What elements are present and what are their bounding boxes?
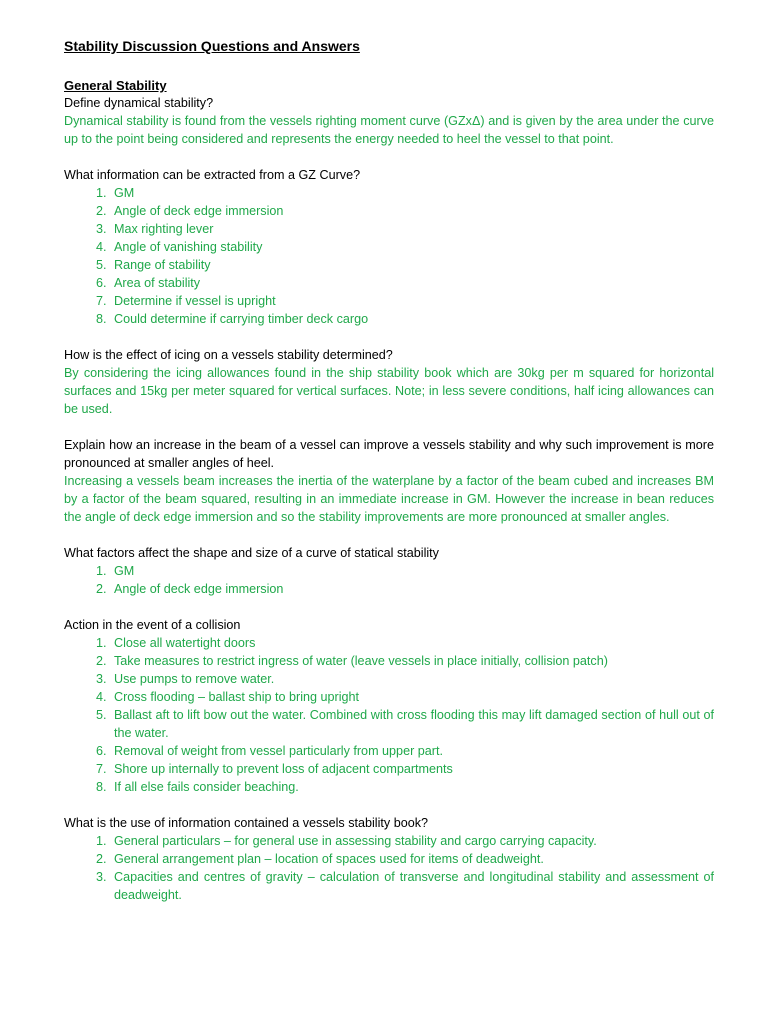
list-item: 2. General arrangement plan – location of spaces used for items of deadweight. (110, 850, 714, 868)
question-text: What factors affect the shape and size of a curve of statical stability (64, 546, 439, 560)
question-text: How is the effect of icing on a vessels stability determined? (64, 348, 393, 362)
list-item: 3. Use pumps to remove water. (110, 670, 714, 688)
question-text: What information can be extracted from a GZ Curve? (64, 168, 361, 182)
list-item: 1. GM (110, 184, 714, 202)
question-text: What is the use of information contained a vessels stability book? (64, 816, 429, 830)
qa-block-1 (64, 94, 714, 148)
list-item: 4. Angle of vanishing stability (110, 238, 714, 256)
list-item: 1. GM (110, 562, 714, 580)
answer-text: By considering the icing allowances found in the ship stability book which are 30kg per m squared for horizontal surfaces and 15kg per meter squared for vertical surfaces. Note; in less severe conditions, half icing allowances can be used. (64, 366, 714, 416)
question-text: Define dynamical stability? (64, 96, 214, 110)
answer-list (64, 562, 714, 598)
list-item: 7. Shore up internally to prevent loss of adjacent compartments (110, 760, 714, 778)
section-heading: General Stability (64, 78, 167, 93)
document-title: Stability Discussion Questions and Answers (64, 38, 360, 54)
list-item: 7. Determine if vessel is upright (110, 292, 714, 310)
list-item: 8. Could determine if carrying timber deck cargo (110, 310, 714, 328)
list-item: 2. Angle of deck edge immersion (110, 580, 714, 598)
list-item: 1. Close all watertight doors (110, 634, 714, 652)
qa-block-3 (64, 346, 714, 418)
answer-list (64, 832, 714, 904)
list-item: 6. Area of stability (110, 274, 714, 292)
list-item: 6. Removal of weight from vessel particularly from upper part. (110, 742, 714, 760)
answer-text: Increasing a vessels beam increases the inertia of the waterplane by a factor of the beam cubed and increases BM by a factor of the beam squared, resulting in an immediate increase in GM. However the increase in bean reduces the angle of deck edge immersion and so the stability improvements are more pronounced at smaller angles. (64, 474, 714, 524)
qa-block-2 (64, 166, 714, 328)
answer-list (64, 184, 714, 328)
answer-text: Dynamical stability is found from the vessels righting moment curve (GZxΔ) and is given by the area under the curve up to the point being considered and represents the energy needed to heel the vessel to that point. (64, 114, 714, 146)
list-item: 4. Cross flooding – ballast ship to bring upright (110, 688, 714, 706)
list-item: 2. Take measures to restrict ingress of water (leave vessels in place initially, collision patch) (110, 652, 714, 670)
question-text: Explain how an increase in the beam of a vessel can improve a vessels stability and why such improvement is more pronounced at smaller angles of heel. (64, 438, 714, 470)
list-item: 3. Max righting lever (110, 220, 714, 238)
list-item: 1. General particulars – for general use in assessing stability and cargo carrying capacity. (110, 832, 714, 850)
qa-block-7 (64, 814, 714, 904)
list-item: 5. Range of stability (110, 256, 714, 274)
answer-list (64, 634, 714, 796)
list-item: 2. Angle of deck edge immersion (110, 202, 714, 220)
qa-block-5 (64, 544, 714, 598)
list-item: 5. Ballast aft to lift bow out the water. Combined with cross flooding this may lift damaged section of hull out of the water. (110, 706, 714, 742)
qa-block-4 (64, 436, 714, 526)
question-text: Action in the event of a collision (64, 618, 241, 632)
qa-block-6 (64, 616, 714, 796)
list-item: 8. If all else fails consider beaching. (110, 778, 714, 796)
list-item: 3. Capacities and centres of gravity – calculation of transverse and longitudinal stability and assessment of deadweight. (110, 868, 714, 904)
